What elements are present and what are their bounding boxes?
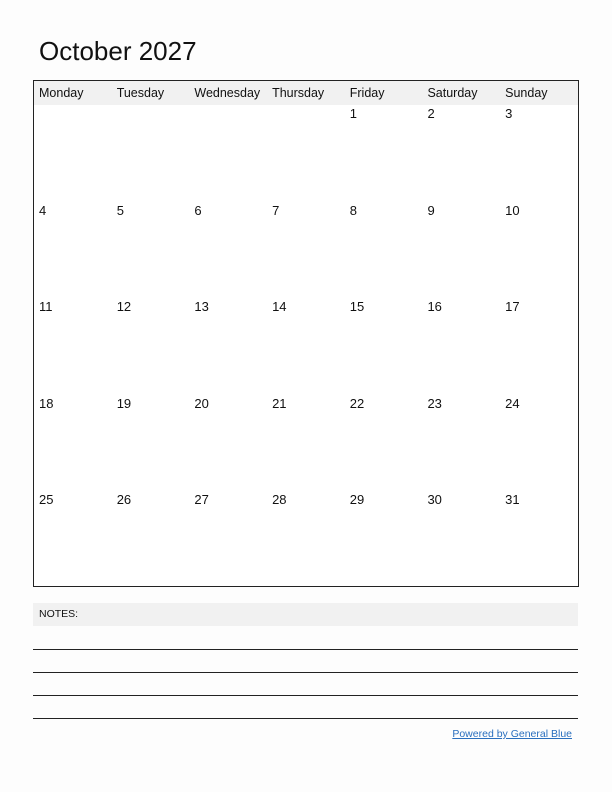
day-cell: 21 xyxy=(272,395,287,411)
notes-line xyxy=(33,718,578,719)
day-cell: 28 xyxy=(272,492,287,507)
day-cell: 23 xyxy=(427,395,442,411)
notes-line xyxy=(33,672,578,673)
day-cell xyxy=(34,105,112,202)
day-cell: 17 xyxy=(505,299,520,314)
day-cell: 7 xyxy=(272,202,280,218)
day-cell: 12 xyxy=(116,299,132,314)
week-row xyxy=(34,395,578,492)
day-cell: 14 xyxy=(272,299,287,314)
weeks-container xyxy=(34,105,578,588)
week-row xyxy=(34,202,578,299)
day-cell: 8 xyxy=(349,202,357,218)
day-cell: 3 xyxy=(505,106,513,121)
day-cell: 11 xyxy=(39,299,53,314)
day-cell: 9 xyxy=(427,202,435,218)
powered-by-link[interactable]: Powered by General Blue xyxy=(452,728,572,740)
day-cell: 2 xyxy=(427,106,435,121)
calendar-grid xyxy=(33,80,579,587)
day-cell xyxy=(112,105,190,202)
notes-label: NOTES: xyxy=(33,603,578,626)
day-cell: 26 xyxy=(116,492,132,507)
day-cell: 6 xyxy=(194,202,202,218)
week-row xyxy=(34,298,578,395)
page-title: October 2027 xyxy=(39,36,197,66)
day-cell: 16 xyxy=(427,299,442,314)
day-cell: 30 xyxy=(427,492,442,507)
day-cell: 25 xyxy=(39,492,54,507)
day-cell: 20 xyxy=(194,395,209,411)
weekday-tuesday: Tuesday xyxy=(116,86,165,100)
day-cell: 5 xyxy=(116,202,124,218)
week-row xyxy=(34,491,578,588)
weekday-thursday: Thursday xyxy=(272,86,325,100)
day-cell: 24 xyxy=(505,395,520,411)
weekday-header xyxy=(34,81,578,105)
day-cell: 29 xyxy=(349,492,365,507)
day-cell: 15 xyxy=(349,299,365,314)
day-cell: 13 xyxy=(194,299,209,314)
weekday-saturday: Saturday xyxy=(427,86,478,100)
day-cell: 22 xyxy=(349,395,365,411)
day-cell: 18 xyxy=(39,395,54,411)
day-cell: 19 xyxy=(116,395,132,411)
weekday-wednesday: Wednesday xyxy=(194,86,261,100)
weekday-sunday: Sunday xyxy=(505,86,548,100)
weekday-friday: Friday xyxy=(349,86,385,100)
day-cell: 10 xyxy=(505,202,520,218)
day-cell: 1 xyxy=(349,106,357,121)
day-cell: 31 xyxy=(505,492,520,507)
day-cell xyxy=(267,105,345,202)
notes-line xyxy=(33,649,578,650)
day-cell: 4 xyxy=(39,202,47,218)
weekday-monday: Monday xyxy=(39,86,84,100)
day-cell xyxy=(189,105,267,202)
notes-line xyxy=(33,695,578,696)
week-row xyxy=(34,105,578,202)
day-cell: 27 xyxy=(194,492,209,507)
